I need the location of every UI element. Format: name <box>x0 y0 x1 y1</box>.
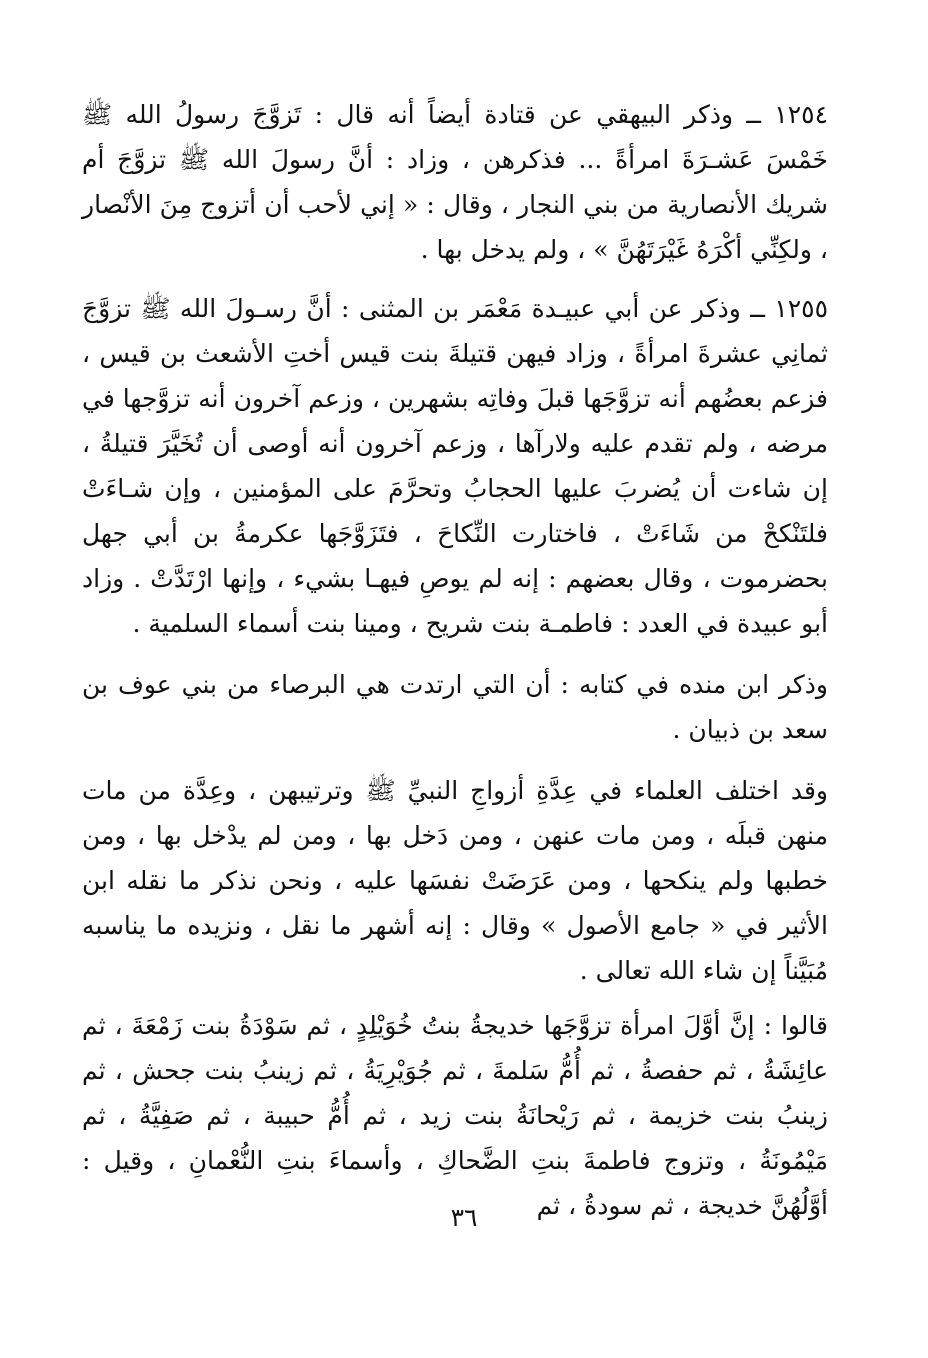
paragraph-1255: ١٢٥٥ ــ وذكر عن أبي عبيـدة مَعْمَر بن المثنى : أنَّ رسـولَ الله ﷺ تزوَّجَ ثمانِي عشرةَ امرأةً ، وزاد فيهن قتيلةَ بنت قيس أختِ الأشعث بن قيس ، فزعم بعضُهم أنه تزوَّجَها قبلَ وفاتِه بشهرين ، وزعم آخرون أنه تزوَّجها في مرضه ، ولم تقدم عليه ولارآها ، وزعم آخرون أنه أوصى أن تُخَيَّرَ قتيلةُ ، إن شاءت أن يُضربَ عليها الحجابُ وتحرَّمَ على المؤمنين ، وإن شـاءَتْ فلتَنْكحْ من شَاءَتْ ، فاختارت النِّكاحَ ، فتَزَوَّجَها عكرمةُ بن أبي جهل بحضرموت ، وقال بعضهم : إنه لم يوصِ فيهـا بشيء ، وإنها ارْتَدَّتْ . وزاد أبو عبيدة في العدد : فاطمـة بنت شريح ، ومينا بنت أسماء السلمية . <box>82 294 828 638</box>
paragraph-scholars-disagreement: وقد اختلف العلماء في عِدَّةِ أزواجِ النبيِّ ﷺ وترتيبهن ، وعِدَّة من مات منهن قبلَه ، ومن مات عنهن ، ومن دَخل بها ، ومن لم يدْخل بها ، ومن خطبها ولم ينكحها ، ومن عَرَضَتْ نفسَها عليه ، ونحن نذكر ما نقله ابن الأثير في « جامع الأصول » وقال : إنه أشهر ما نقل ، ونزيده ما يناسبه مُبَيَّناً إن شاء الله تعالى . <box>82 776 828 985</box>
paragraph-1254: ١٢٥٤ ــ وذكر البيهقي عن قتادة أيضاً أنه قال : تَزوَّجَ رسولُ الله ﷺ خَمْسَ عَشـرَةَ امرأةً ... فذكرهن ، وزاد : أنَّ رسولَ الله ﷺ تزوَّجَ أم شريك الأنصارية من بني النجار ، وقال : « إني لأحب أن أتزوج مِنَ الأنْصار ، ولكِنِّي أكْرَهُ غَيْرَتَهُنَّ » ، ولم يدخل بها . <box>82 100 828 264</box>
paragraph-ibn-mandah: وذكر ابن منده في كتابه : أن التي ارتدت هي البرصاء من بني عوف بن سعد بن ذبيان . <box>82 670 828 744</box>
page-number: ٣٦ <box>450 1203 478 1232</box>
paragraph-wives-order: قالوا : إنَّ أوَّلَ امرأة تزوَّجَها خديجةُ بنتُ خُوَيْلِدٍ ، ثم سَوْدَةُ بنت زَمْعَةَ ، ثم عائِشَةُ ، ثم حفصةُ ، ثم أُمُّ سَلمةَ ، ثم جُوَيْرِيَةُ ، ثم زينبُ بنت جحش ، ثم زينبُ بنت خزيمة ، ثم رَيْحانَةُ بنت زيد ، ثم أُمُّ حبيبة ، ثم صَفِيَّةُ ، ثم مَيْمُونَةُ ، وتزوج فاطمةَ بنتِ الضَّحاكِ ، وأسماءَ بنتِ النُّعْمانِ ، وقيل : أوَّلُهُنَّ خديجة ، ثم سودةُ ، ثم <box>82 1011 828 1220</box>
page-body <box>82 92 828 1228</box>
